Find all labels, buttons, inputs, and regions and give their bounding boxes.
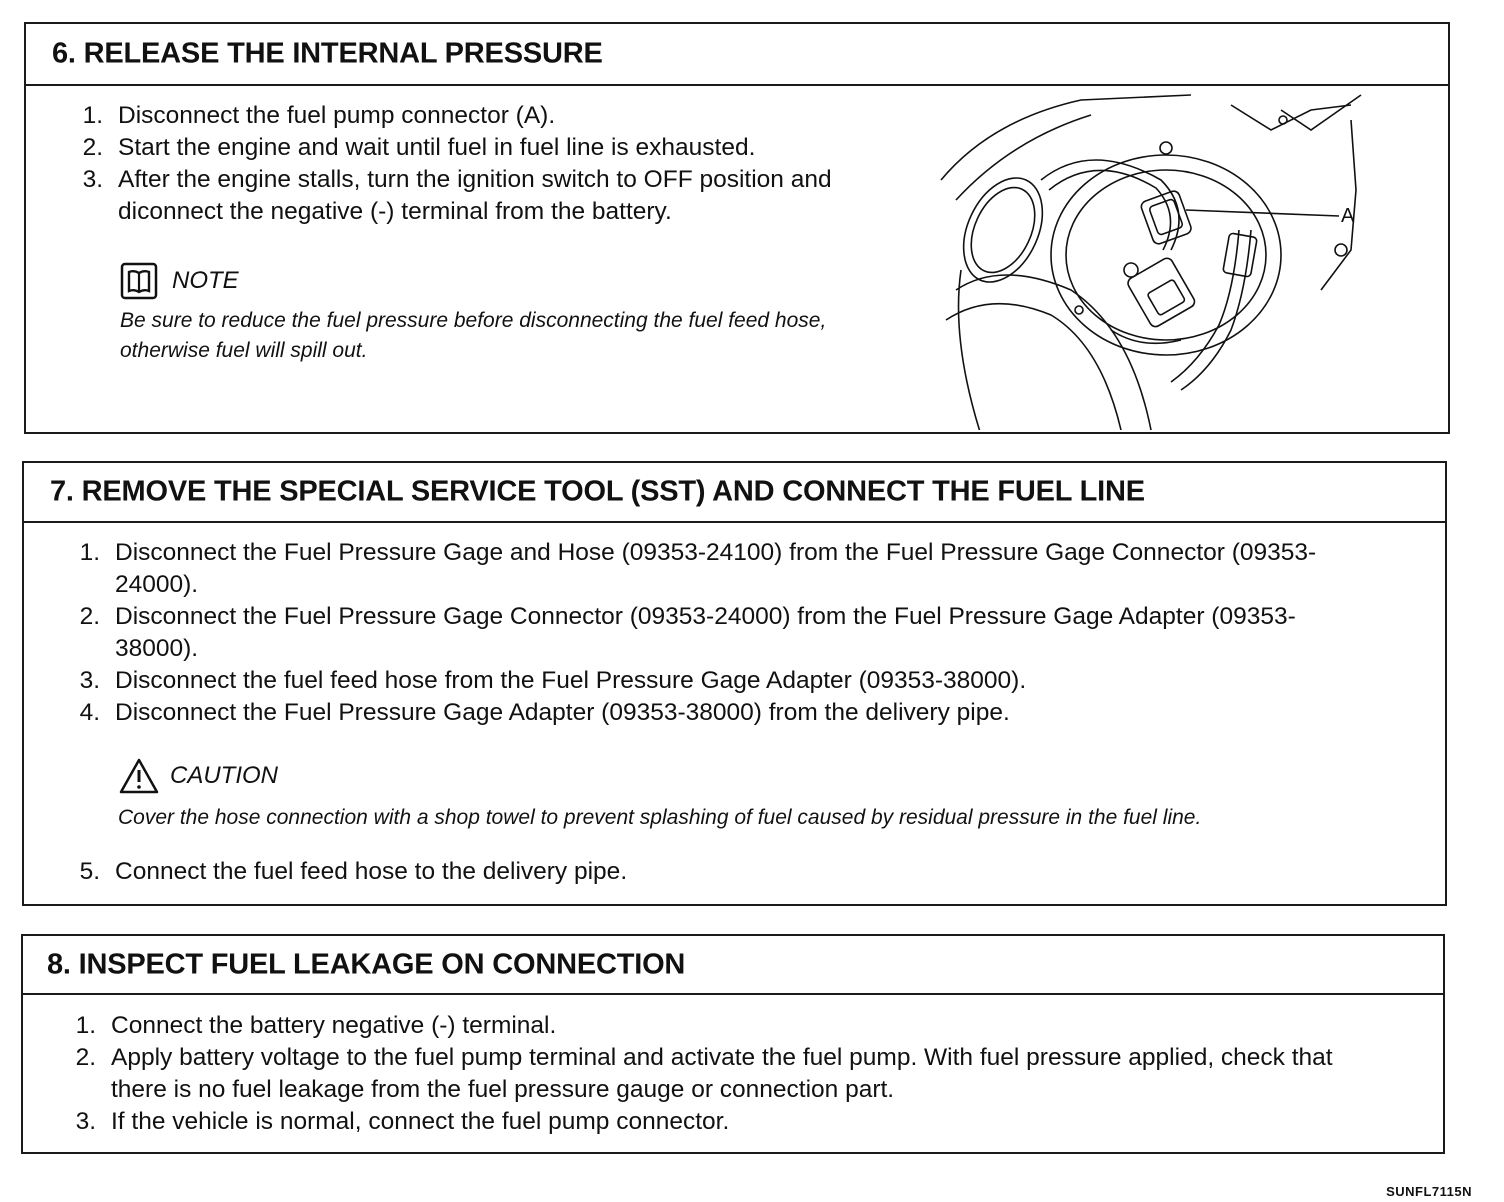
list-item: 2. Apply battery voltage to the fuel pump terminal and activate the fuel pump. With fuel pressure applied, check that there is no fuel leakage from the fuel pressure gauge or connection part. [75,1044,1333,1103]
list-item: 2. Disconnect the Fuel Pressure Gage Connector (09353-24000) from the Fuel Pressure Gage Adapter (09353-38000). [79,603,1296,662]
section-8-heading-bar [23,936,1443,995]
fuel-pump-illustration [931,90,1381,430]
note-text: Be sure to reduce the fuel pressure before disconnecting the fuel feed hose, otherwise fuel will spill out. [120,309,827,362]
section-7-box [22,461,1447,906]
figure-label-a: A [1341,205,1355,227]
list-item: 1. Disconnect the Fuel Pressure Gage and Hose (09353-24100) from the Fuel Pressure Gage Connector (09353-24000). [79,539,1317,598]
section-8-box [21,934,1445,1154]
section-7-steps [70,537,1390,729]
caution-title: CAUTION [170,762,278,789]
section-8-heading: 8. INSPECT FUEL LEAKAGE ON CONNECTION [47,948,686,980]
book-icon [120,262,158,300]
section-6-steps [73,100,873,228]
section-7-heading-bar [24,463,1445,523]
section-7-heading: 7. REMOVE THE SPECIAL SERVICE TOOL (SST) AND CONNECT THE FUEL LINE [50,475,1145,508]
caution-text: Cover the hose connection with a shop towel to prevent splashing of fuel caused by residual pressure in the fuel line. [118,806,1202,829]
list-item: 3. After the engine stalls, turn the ignition switch to OFF position and diconnect the negative (-) terminal from the battery. [82,166,832,225]
list-item: 5. Connect the fuel feed hose to the delivery pipe. [79,858,628,885]
note-title: NOTE [172,267,239,294]
note-title-row [120,262,239,300]
document-code: SUNFL7115N [1386,1184,1472,1199]
section-6-box [24,22,1450,434]
section-6-heading: 6. RELEASE THE INTERNAL PRESSURE [52,37,603,70]
list-item: 2. Start the engine and wait until fuel in fuel line is exhausted. [82,134,756,161]
list-item: 1. Connect the battery negative (-) terminal. [75,1012,557,1039]
caution-title-row [118,757,278,795]
list-item: 1. Disconnect the fuel pump connector (A). [82,102,556,129]
list-item: 4. Disconnect the Fuel Pressure Gage Adapter (09353-38000) from the delivery pipe. [79,699,1010,726]
list-item: 3. If the vehicle is normal, connect the fuel pump connector. [75,1108,730,1135]
section-6-heading-bar [26,24,1448,86]
warning-triangle-icon [118,757,160,795]
list-item: 3. Disconnect the fuel feed hose from the Fuel Pressure Gage Adapter (09353-38000). [79,667,1027,694]
section-8-steps [66,1010,1406,1138]
section-7-final-step [70,856,1390,888]
